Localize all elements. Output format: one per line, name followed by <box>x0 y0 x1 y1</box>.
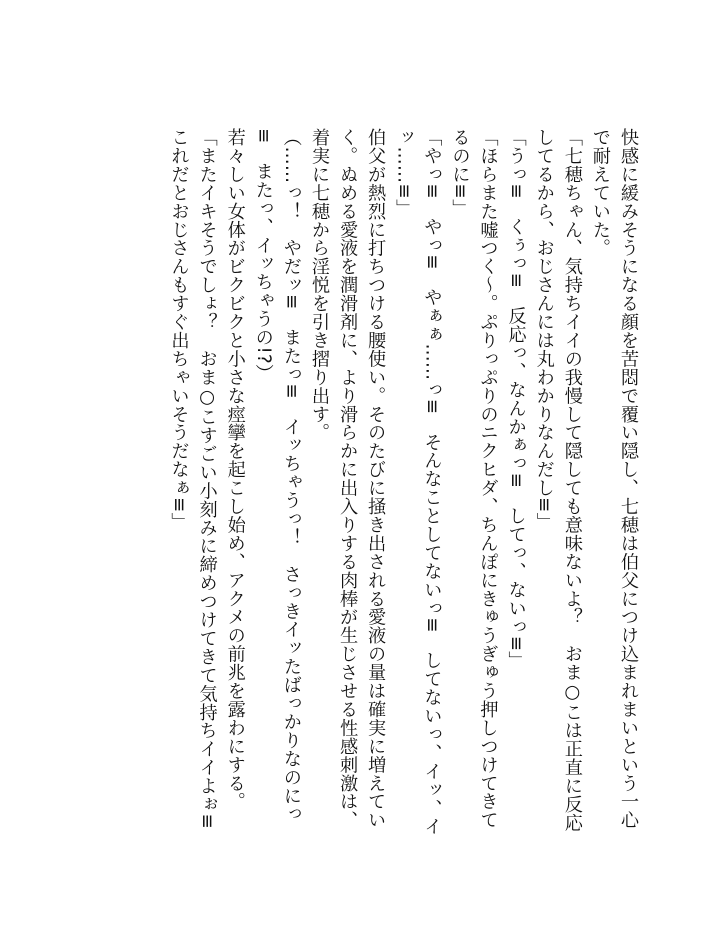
paragraph: 「ほらまた嘘つく～。ぷりっぷりのニクヒダ、ちんぽにきゅうぎゅう押しつけてきてるのに≡」 <box>449 128 499 830</box>
paragraph: 「またイキそうでしょ？ おま○こすごい小刻みに締めつけてきて気持ちイイよぉ≡ これだとおじさんもすぐ出ちゃいそうだなぁ≡」 <box>168 128 218 848</box>
paragraph: 「やっ≡ やっ≡ やぁぁ……っ≡ そんなことしてないっ≡ してないっ、イッ、イッ……≡」 <box>393 128 443 836</box>
paragraph: 快感に緩みそうになる顔を苦悶で覆い隠し、七穂は伯父につけ込まれまいという一心で耐えていた。 <box>589 128 639 830</box>
vertical-text-body <box>164 128 642 848</box>
paragraph: 「七穂ちゃん、気持ちイイの我慢して隠しても意味ないよ？ おま○こは正直に反応してるから、おじさんには丸わかりなんだし≡」 <box>533 128 583 832</box>
paragraph: 「うっ≡ くぅっ≡ 反応っ、なんかぁっ≡ してっ、ないっ≡」 <box>505 128 527 670</box>
paragraph: 伯父が熱烈に打ちつける腰使い。そのたびに掻き出される愛液の量は確実に増えていく。ぬめる愛液を潤滑剤に、より滑らかに出入りする肉棒が生じさせる性感刺激は、着実に七穂から淫悦を引き摺り出す。 <box>308 128 387 830</box>
paragraph: 若々しい女体がビクビクと小さな痙攣を起こし始め、アクメの前兆を露わにする。 <box>224 128 246 811</box>
paragraph: （……っ！ やだッ≡ またっ≡ イッちゃうっ！ さっきイッたばっかりなのにっ≡ またっ、イッちゃうの!?） <box>252 128 302 824</box>
